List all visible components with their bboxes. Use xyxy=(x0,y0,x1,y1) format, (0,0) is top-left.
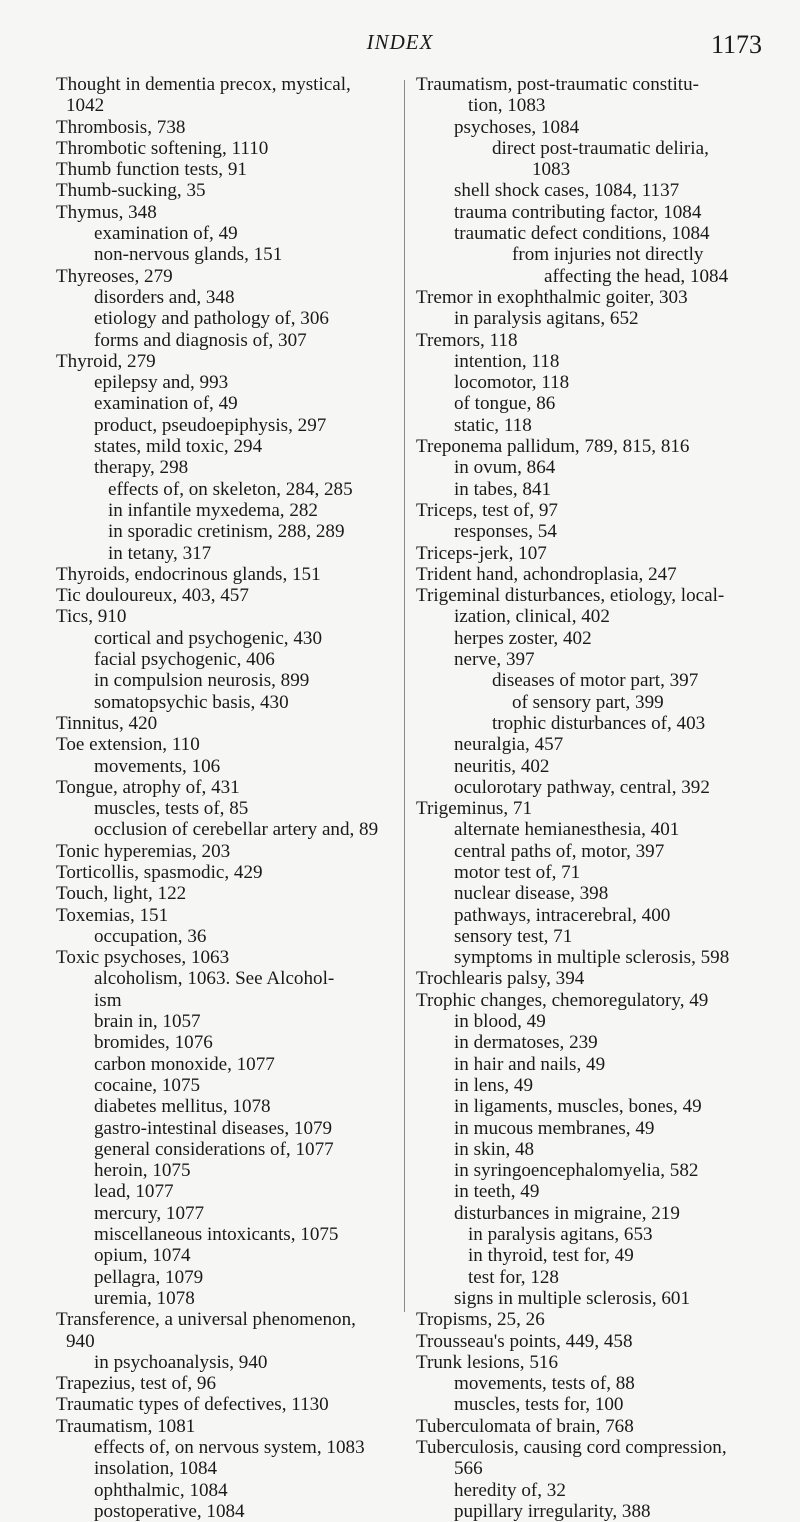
index-entry: Thumb-sucking, 35 xyxy=(56,180,206,202)
index-subentry: miscellaneous intoxicants, 1075 xyxy=(94,1224,339,1246)
index-entry: Thymus, 348 xyxy=(56,201,157,223)
index-subentry: alcoholism, 1063. See Alcohol- xyxy=(94,968,335,990)
index-subentry: 940 xyxy=(66,1330,95,1352)
index-entry: Trochlearis palsy, 394 xyxy=(416,968,585,990)
index-subentry: bromides, 1076 xyxy=(94,1032,213,1054)
index-subentry: oculorotary pathway, central, 392 xyxy=(454,776,710,798)
index-entry: Traumatic types of defectives, 1130 xyxy=(56,1394,329,1416)
index-subentry: signs in multiple sclerosis, 601 xyxy=(454,1287,691,1309)
index-subentry: effects of, on nervous system, 1083 xyxy=(94,1437,365,1458)
index-subentry: shell shock cases, 1084, 1137 xyxy=(454,180,680,202)
index-subentry: somatopsychic basis, 430 xyxy=(94,691,289,713)
index-column-left xyxy=(56,74,392,1522)
index-entry: Triceps, test of, 97 xyxy=(416,499,558,521)
index-subentry: brain in, 1057 xyxy=(94,1011,201,1033)
index-subentry: test for, 128 xyxy=(468,1266,559,1288)
index-subentry: in lens, 49 xyxy=(454,1074,534,1096)
index-subentry: general considerations of, 1077 xyxy=(94,1138,334,1160)
index-entry: Tics, 910 xyxy=(56,606,127,628)
index-subentry: in blood, 49 xyxy=(454,1011,546,1033)
index-entry: Tinnitus, 420 xyxy=(56,712,158,734)
index-entry: Toe extension, 110 xyxy=(56,734,200,756)
index-subentry: in dermatoses, 239 xyxy=(454,1032,598,1054)
index-subentry: locomotor, 118 xyxy=(454,372,570,394)
index-entry: Touch, light, 122 xyxy=(56,883,187,905)
index-subentry: occlusion of cerebellar artery and, 89 xyxy=(94,819,379,841)
index-subentry: in ovum, 864 xyxy=(454,457,556,479)
index-subentry: in tetany, 317 xyxy=(108,542,212,564)
index-subentry: 1042 xyxy=(66,95,105,117)
index-subentry: cortical and psychogenic, 430 xyxy=(94,627,322,649)
index-subentry: 566 xyxy=(454,1458,483,1480)
index-entry: Trousseau's points, 449, 458 xyxy=(416,1330,633,1352)
index-subentry: psychoses, 1084 xyxy=(454,116,580,138)
index-subentry: motor test of, 71 xyxy=(454,861,581,883)
page-number: 1173 xyxy=(710,30,762,59)
index-subentry: insolation, 1084 xyxy=(94,1458,218,1480)
index-subentry: opium, 1074 xyxy=(94,1245,191,1267)
index-subentry: muscles, tests of, 85 xyxy=(94,798,249,820)
index-subentry: muscles, tests for, 100 xyxy=(454,1394,624,1416)
index-entry: Tropisms, 25, 26 xyxy=(416,1309,545,1331)
running-title: INDEX xyxy=(366,30,434,54)
index-entry: Triceps-jerk, 107 xyxy=(416,542,547,564)
index-subentry: tion, 1083 xyxy=(468,95,546,117)
index-subentry: in thyroid, test for, 49 xyxy=(468,1245,634,1267)
index-subentry: heredity of, 32 xyxy=(454,1479,566,1501)
index-subentry: epilepsy and, 993 xyxy=(94,372,229,394)
column-divider xyxy=(404,80,405,1312)
index-entry: Thyroids, endocrinous glands, 151 xyxy=(56,563,321,585)
index-subentry: etiology and pathology of, 306 xyxy=(94,308,329,330)
index-subentry: disorders and, 348 xyxy=(94,286,235,308)
index-subentry: effects of, on skeleton, 284, 285 xyxy=(108,478,353,500)
index-subentry: in ligaments, muscles, bones, 49 xyxy=(454,1096,702,1118)
index-subentry: in skin, 48 xyxy=(454,1138,535,1160)
index-entry: Tongue, atrophy of, 431 xyxy=(56,776,240,798)
index-column-right xyxy=(416,74,770,1522)
index-subentry: lead, 1077 xyxy=(94,1181,174,1203)
index-subentry: static, 118 xyxy=(454,414,532,436)
index-subentry: diabetes mellitus, 1078 xyxy=(94,1096,271,1118)
index-subentry: in sporadic cretinism, 288, 289 xyxy=(108,521,345,543)
index-subentry: herpes zoster, 402 xyxy=(454,627,592,649)
index-subentry: trauma contributing factor, 1084 xyxy=(454,201,702,223)
index-entry: Trigeminal disturbances, etiology, local- xyxy=(416,585,725,607)
index-subentry: central paths of, motor, 397 xyxy=(454,840,665,862)
index-subentry: affecting the head, 1084 xyxy=(544,265,729,287)
index-subentry: therapy, 298 xyxy=(94,457,189,479)
index-entry: Trunk lesions, 516 xyxy=(416,1351,558,1373)
index-subentry: examination of, 49 xyxy=(94,393,238,415)
page-header xyxy=(0,30,800,64)
index-entry: Tuberculomata of brain, 768 xyxy=(416,1415,634,1437)
index-subentry: nuclear disease, 398 xyxy=(454,883,609,905)
index-entry: Torticollis, spasmodic, 429 xyxy=(56,861,263,883)
index-entry: Toxic psychoses, 1063 xyxy=(56,947,230,969)
index-entry: Thyroid, 279 xyxy=(56,350,156,372)
index-entry: Trigeminus, 71 xyxy=(416,798,532,820)
index-subentry: alternate hemianesthesia, 401 xyxy=(454,819,680,841)
index-subentry: movements, 106 xyxy=(94,755,221,777)
index-subentry: neuralgia, 457 xyxy=(454,734,564,756)
index-subentry: traumatic defect conditions, 1084 xyxy=(454,223,710,245)
index-entry: Tonic hyperemias, 203 xyxy=(56,840,231,862)
index-subentry: symptoms in multiple sclerosis, 598 xyxy=(454,947,730,969)
index-entry: Toxemias, 151 xyxy=(56,904,169,926)
index-subentry: direct post-traumatic deliria, xyxy=(492,137,709,159)
index-subentry: trophic disturbances of, 403 xyxy=(492,712,706,734)
index-subentry: in paralysis agitans, 652 xyxy=(454,308,639,330)
index-subentry: in infantile myxedema, 282 xyxy=(108,499,318,521)
index-subentry: heroin, 1075 xyxy=(94,1160,191,1182)
index-subentry: in mucous membranes, 49 xyxy=(454,1117,655,1139)
index-subentry: 1083 xyxy=(532,159,571,181)
index-subentry: facial psychogenic, 406 xyxy=(94,649,275,671)
index-subentry: ophthalmic, 1084 xyxy=(94,1479,228,1501)
index-entry: Tuberculosis, causing cord compression, xyxy=(416,1437,727,1458)
index-entry: Thyreoses, 279 xyxy=(56,265,173,287)
index-subentry: uremia, 1078 xyxy=(94,1287,195,1309)
index-entry: Thought in dementia precox, mystical, xyxy=(56,74,351,95)
index-subentry: movements, tests of, 88 xyxy=(454,1373,635,1395)
index-subentry: pellagra, 1079 xyxy=(94,1266,204,1288)
index-subentry: from injuries not directly xyxy=(512,244,704,266)
index-subentry: of tongue, 86 xyxy=(454,393,556,415)
index-subentry: in tabes, 841 xyxy=(454,478,552,500)
index-subentry: cocaine, 1075 xyxy=(94,1074,201,1096)
index-entry: Traumatism, 1081 xyxy=(56,1415,196,1437)
index-entry: Tremors, 118 xyxy=(416,329,518,351)
index-subentry: non-nervous glands, 151 xyxy=(94,244,283,266)
index-subentry: pathways, intracerebral, 400 xyxy=(454,904,671,926)
index-entry: Trapezius, test of, 96 xyxy=(56,1373,216,1395)
index-entry: Transference, a universal phenomenon, xyxy=(56,1309,356,1331)
index-subentry: forms and diagnosis of, 307 xyxy=(94,329,307,351)
index-subentry: of sensory part, 399 xyxy=(512,691,664,713)
index-subentry: in paralysis agitans, 653 xyxy=(468,1224,653,1246)
index-subentry: carbon monoxide, 1077 xyxy=(94,1053,275,1075)
index-subentry: pupillary irregularity, 388 xyxy=(454,1500,651,1522)
index-subentry: gastro-intestinal diseases, 1079 xyxy=(94,1117,333,1139)
index-subentry: ism xyxy=(94,989,122,1011)
index-subentry: states, mild toxic, 294 xyxy=(94,436,263,458)
index-entry: Tic douloureux, 403, 457 xyxy=(56,585,249,607)
index-entry: Treponema pallidum, 789, 815, 816 xyxy=(416,436,690,458)
index-entry: Thumb function tests, 91 xyxy=(56,159,247,181)
index-subentry: in psychoanalysis, 940 xyxy=(94,1351,268,1373)
index-subentry: occupation, 36 xyxy=(94,925,207,947)
index-subentry: disturbances in migraine, 219 xyxy=(454,1202,680,1224)
index-entry: Trophic changes, chemoregulatory, 49 xyxy=(416,989,709,1011)
index-subentry: diseases of motor part, 397 xyxy=(492,670,699,692)
index-entry: Trident hand, achondroplasia, 247 xyxy=(416,563,677,585)
index-subentry: product, pseudoepiphysis, 297 xyxy=(94,414,327,436)
index-subentry: neuritis, 402 xyxy=(454,755,550,777)
index-subentry: mercury, 1077 xyxy=(94,1202,205,1224)
index-subentry: in compulsion neurosis, 899 xyxy=(94,670,310,692)
index-subentry: in teeth, 49 xyxy=(454,1181,540,1203)
index-entry: Traumatism, post-traumatic constitu- xyxy=(416,74,700,95)
index-subentry: nerve, 397 xyxy=(454,649,535,671)
index-subentry: intention, 118 xyxy=(454,350,560,372)
index-entry: Thrombotic softening, 1110 xyxy=(56,137,269,159)
index-subentry: ization, clinical, 402 xyxy=(454,606,610,628)
index-subentry: responses, 54 xyxy=(454,521,557,543)
index-subentry: in hair and nails, 49 xyxy=(454,1053,606,1075)
index-subentry: in syringoencephalomyelia, 582 xyxy=(454,1160,699,1182)
index-subentry: examination of, 49 xyxy=(94,223,238,245)
index-entry: Tremor in exophthalmic goiter, 303 xyxy=(416,286,688,308)
index-entry: Thrombosis, 738 xyxy=(56,116,186,138)
index-subentry: postoperative, 1084 xyxy=(94,1500,245,1522)
index-subentry: sensory test, 71 xyxy=(454,925,573,947)
